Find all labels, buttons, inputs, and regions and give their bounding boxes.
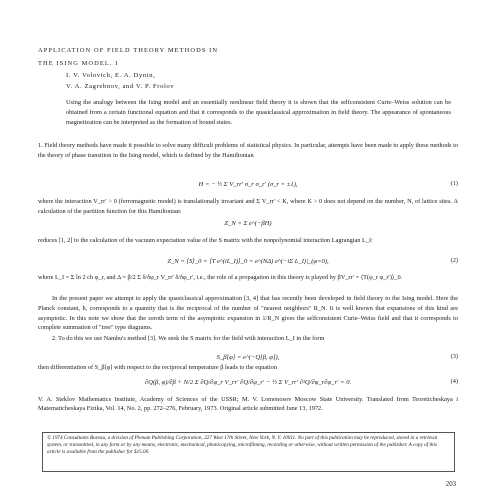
paragraph-quasiclassical: In the present paper we attempt to apply the quasiclassical approximation [3, 4] that has recently been developed in field theory to the Ising model. Here the Planck constant, ħ, corresponds to a quantity that is the reciprocal of the number of "nearest neighbors" R_N. It is well known that expansions of this kind are asymptotic. In this note we show that the zeroth term of the asymptotic expansion in 1/R_N gives the selfconsistent Curie–Weiss field and that it corresponds to complete summation of "tree" type diagrams. — [38, 295, 458, 332]
equation-2-number: (2) — [450, 257, 458, 264]
copyright-box: © 1974 Consultants Bureau, a division of Plenum Publishing Corporation, 227 West 17th Street, New York, N. Y. 10011. No part of this publication may be reproduced, stored in a retrieval system, or transmitted, in any form or by any means, electronic, mechanical, photocopying, microfilming, recording or otherwise, without written permission of the publisher. A copy of this article is available from the publisher for $15.00. — [42, 432, 455, 472]
section-2-intro: 2. To do this we use Nambu's method [3]. We seek the S matrix for the field with interaction L_I in the form — [52, 335, 325, 342]
equation-4-number: (4) — [450, 378, 458, 385]
author-line-1: I. V. Volovich, E. A. Dynin, — [66, 72, 156, 79]
equation-1-body: H = − ½ Σ V_rr′ σ_r σ_r′ (σ_r = ±1), — [198, 181, 298, 188]
title-line-1: APPLICATION OF FIELD THEORY METHODS IN — [38, 47, 219, 54]
equation-3 — [38, 353, 458, 363]
author-line-2: V. A. Zagrebnov, and V. P. Frolov — [66, 82, 175, 90]
paper-title — [38, 44, 458, 70]
equation-partition-body: Z_N = Σ e^(−βH) — [224, 220, 272, 227]
paragraph-vacuum: reduces [1, 2] to the calculation of the vacuum expectation value of the S matrix with the nonpolynomial interaction Lagrangian L_I: — [38, 237, 373, 244]
equation-4-body: ∂Q(β, φ)/∂β + N/2 Σ ∂Q/∂φ_r V_rr′ ∂Q/∂φ_r′ − ½ Σ V_rr′ ∂²Q/∂φ_r∂φ_r′ = 0. — [144, 379, 352, 386]
page-number: 203 — [445, 481, 456, 488]
paragraph-differentiation: then differentiation of S_β[φ] with respect to the reciprocal temperature β leads to the equation — [38, 364, 277, 371]
abstract: Using the analogy between the Ising model and an essentially nonlinear field theory it is shown that the selfconsistent Curie–Weiss solution can be obtained from a certain functional equation and that it corresponds to the quasiclassical approximation in field theory. The appearance of spontaneous magnetization can be interpreted as the formation of bound states. — [66, 99, 451, 126]
equation-partition — [38, 219, 458, 229]
equation-2-body: Z_N = ⟨S⟩_0 = ⟨T e^(iL_I)⟩_0 = e^(NΔ) e^(−iΣ L_I)|_(φ=0), — [167, 258, 329, 265]
author-list — [66, 71, 446, 92]
equation-2 — [38, 257, 458, 267]
section-1-intro: 1. Field theory methods have made it possible to solve many difficult problems of statistical physics. In particular, attempts have been made to apply these methods to the theory of phase transition in the Ising model, which is defined by the Hamiltonian — [38, 142, 458, 159]
equation-4 — [38, 378, 458, 388]
affiliation-footnote: V. A. Steklov Mathematics Institute, Academy of Sciences of the USSR; M. V. Lomonosov Moscow State University. Translated from Teoreticheskaya i Matematicheskaya Fizika, Vol. 14, No. 2, pp. 272–276, February, 1973. Original article submitted June 13, 1972. — [38, 396, 458, 413]
paragraph-interaction: where the interaction V_rr′ > 0 (ferromagnetic model) is translationally invariant and Σ V_rr′ < K, where K > 0 does not depend on the number, N, of lattice sites. A calculation of the partition function for this Hamiltonian: — [38, 198, 458, 215]
equation-3-body: S_β[φ] = e^(−Q[β, φ]), — [216, 354, 280, 361]
title-line-2: THE ISING MODEL. I — [38, 60, 119, 67]
equation-3-number: (3) — [450, 353, 458, 360]
equation-1 — [38, 180, 458, 190]
equation-1-number: (1) — [450, 180, 458, 187]
paragraph-lagrangian: where L_I = Σ ln 2 ch φ_r, and Δ = β/2 Σ δ/δφ_r V_rr′ δ/δφ_r′, i.e., the role of a propagation in this theory is played by βV_rr′ = ⟨T(φ_r φ_r′)⟩_0. — [38, 274, 403, 281]
